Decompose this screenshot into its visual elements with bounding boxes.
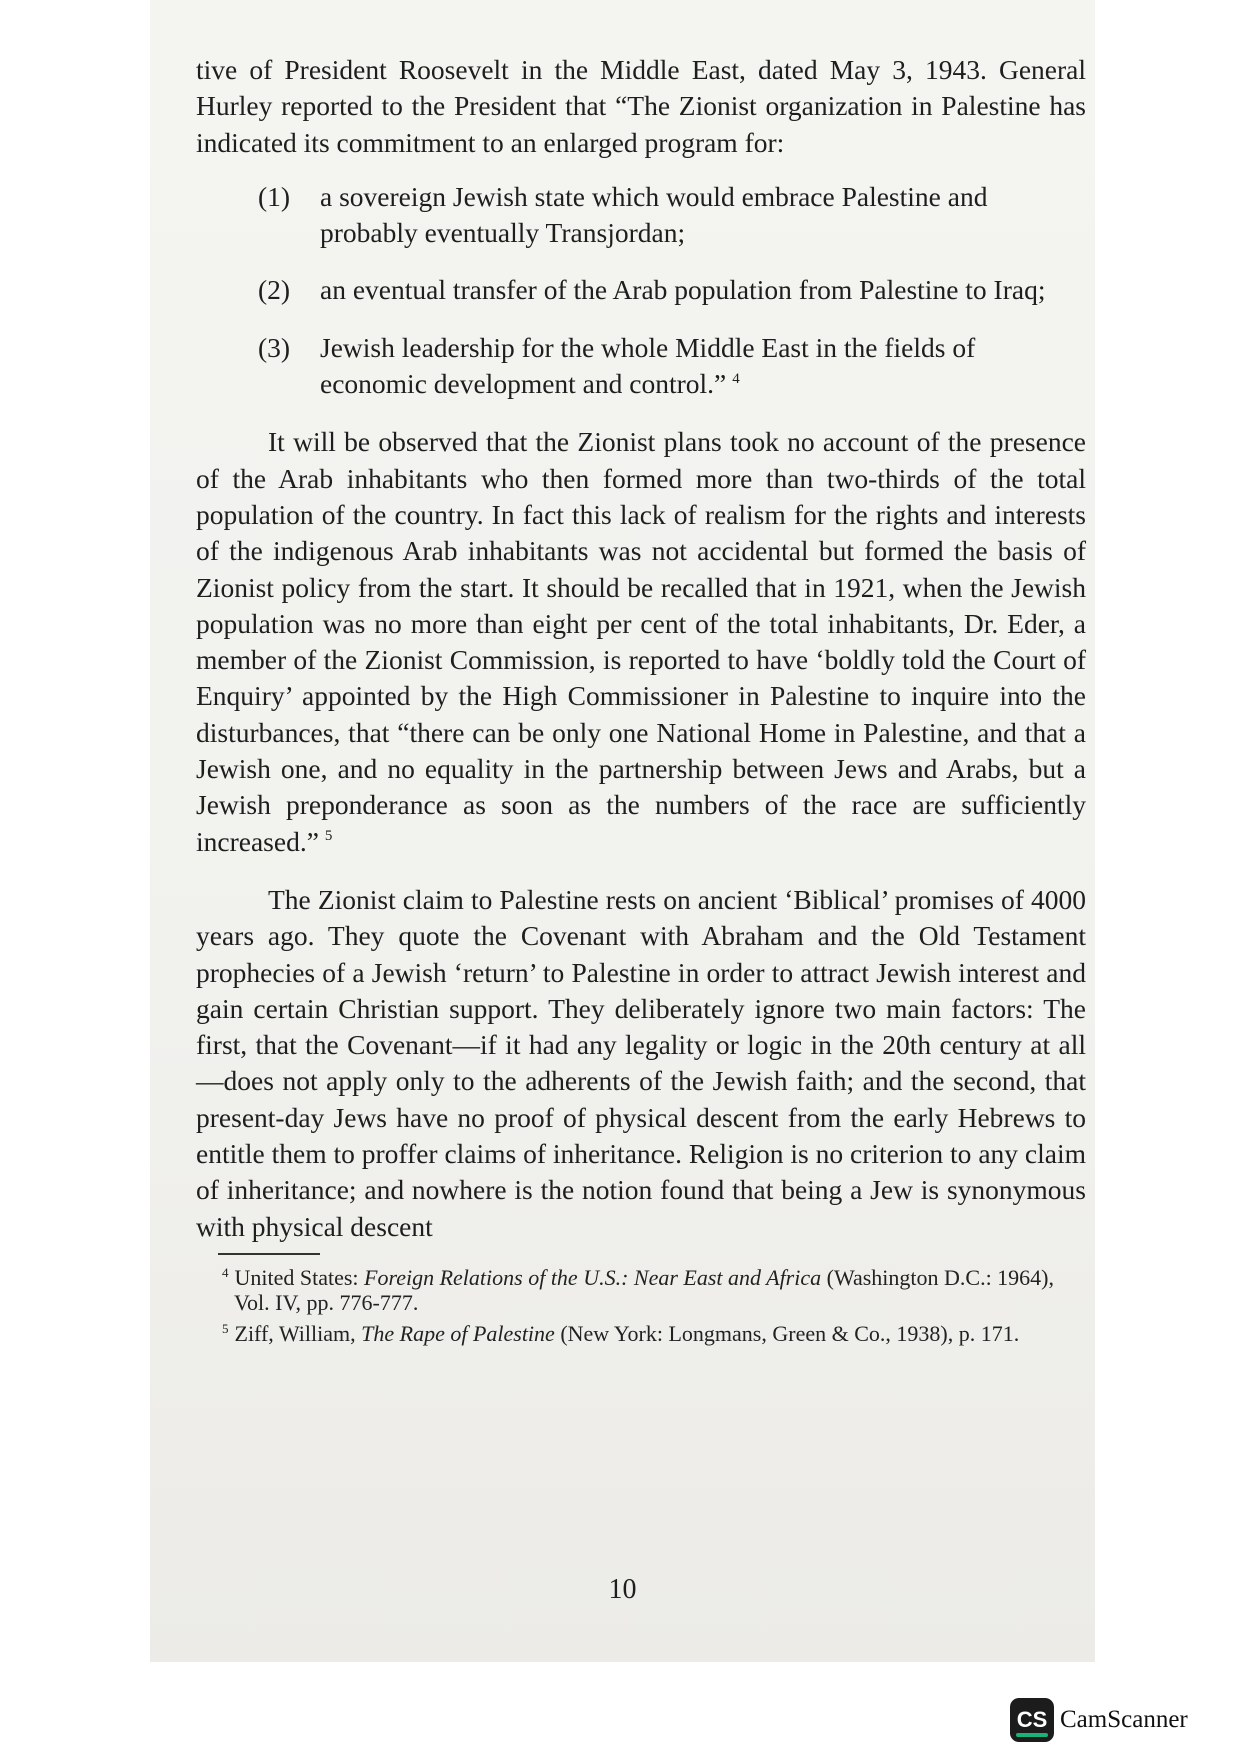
footnote-5 xyxy=(218,1321,1086,1346)
footnote-author: Ziff, William, xyxy=(234,1320,362,1346)
camscanner-label: CamScanner xyxy=(1060,1706,1188,1733)
footnotes xyxy=(196,1265,1086,1346)
paragraph-1: tive of President Roosevelt in the Middle East, dated May 3, 1943. General Hurley reported to the President that “The Zionist organization in Palestine has indicated its commitment to an enlarged program for: xyxy=(196,54,1086,158)
program-list xyxy=(196,179,1086,402)
footnote-divider xyxy=(218,1253,320,1255)
footnote-ref-5: 5 xyxy=(324,828,333,845)
list-item xyxy=(258,330,1086,403)
camscanner-logo-icon: CS xyxy=(1010,1698,1054,1742)
footnote-number: 4 xyxy=(222,1265,229,1281)
list-item-number: (1) xyxy=(258,180,291,212)
footnote-4 xyxy=(218,1265,1086,1315)
list-item-text xyxy=(320,330,1086,403)
list-item-text: a sovereign Jewish state which would embrace Palestine and probably eventually Transjordan; xyxy=(320,180,988,249)
paragraph-3: The Zionist claim to Palestine rests on ancient ‘Biblical’ promises of 4000 years ago. They quote the Covenant with Abraham and the Old Testament prophecies of a Jewish ‘return’ to Palestine in order to attract Jewish interest and gain certain Christian support. They deliberately ignore two main factors: The first, that the Covenant—if it had any legality or logic in the 20th century at all—does not apply only to the adherents of the Jewish faith; and the second, that present-day Jews have no proof of physical descent from the early Hebrews to entitle them to proffer claims of inheritance. Religion is no criterion to any claim of inheritance; and nowhere is the notion found that being a Jew is synonymous with physical descent xyxy=(196,883,1086,1242)
paragraph-2-text: It will be observed that the Zionist plans took no account of the presence of the Arab inhabitants who then formed more than two-thirds of the total population of the country. In fact this lack of realism for the rights and interests of the indigenous Arab inhabitants was not accidental but formed the basis of Zionist policy from the start. It should be recalled that in 1921, when the Jewish population was no more than eight per cent of the total inhabitants, Dr. Eder, a member of the Zionist Commission, is reported to have ‘boldly told the Court of Enquiry’ appointed by the High Commissioner in Palestine to inquire into the disturbances, that “there can be only one National Home in Palestine, and that a Jewish one, and no equality in the partnership between Jews and Arabs, but a Jewish preponderance as soon as the numbers of the race are sufficiently increased.” xyxy=(196,426,1086,857)
body-text xyxy=(196,52,1086,1352)
book-page xyxy=(150,0,1095,1662)
list-item-text-body: Jewish leadership for the whole Middle East in the fields of economic development and control.” xyxy=(320,331,976,400)
footnote-author: United States: xyxy=(234,1264,365,1290)
page-number: 10 xyxy=(608,1574,637,1605)
list-item-text: an eventual transfer of the Arab population from Palestine to Iraq; xyxy=(320,274,1046,306)
list-item xyxy=(258,179,1086,252)
footnote-details: (New York: Longmans, Green & Co., 1938), p. 171. xyxy=(554,1320,1020,1346)
list-item-number: (2) xyxy=(258,274,291,306)
footnote-title: The Rape of Palestine xyxy=(361,1320,555,1346)
paragraph-2 xyxy=(196,424,1086,860)
footnote-ref-4: 4 xyxy=(732,370,740,387)
footnote-number: 5 xyxy=(222,1321,229,1337)
list-item xyxy=(258,272,1086,308)
camscanner-watermark xyxy=(1010,1697,1188,1743)
footnote-details: (Washington D.C.: 1964), Vol. IV, pp. 776-777. xyxy=(234,1264,1055,1315)
list-item-number: (3) xyxy=(258,331,291,363)
footnote-title: Foreign Relations of the U.S.: Near East and Africa xyxy=(364,1264,822,1290)
